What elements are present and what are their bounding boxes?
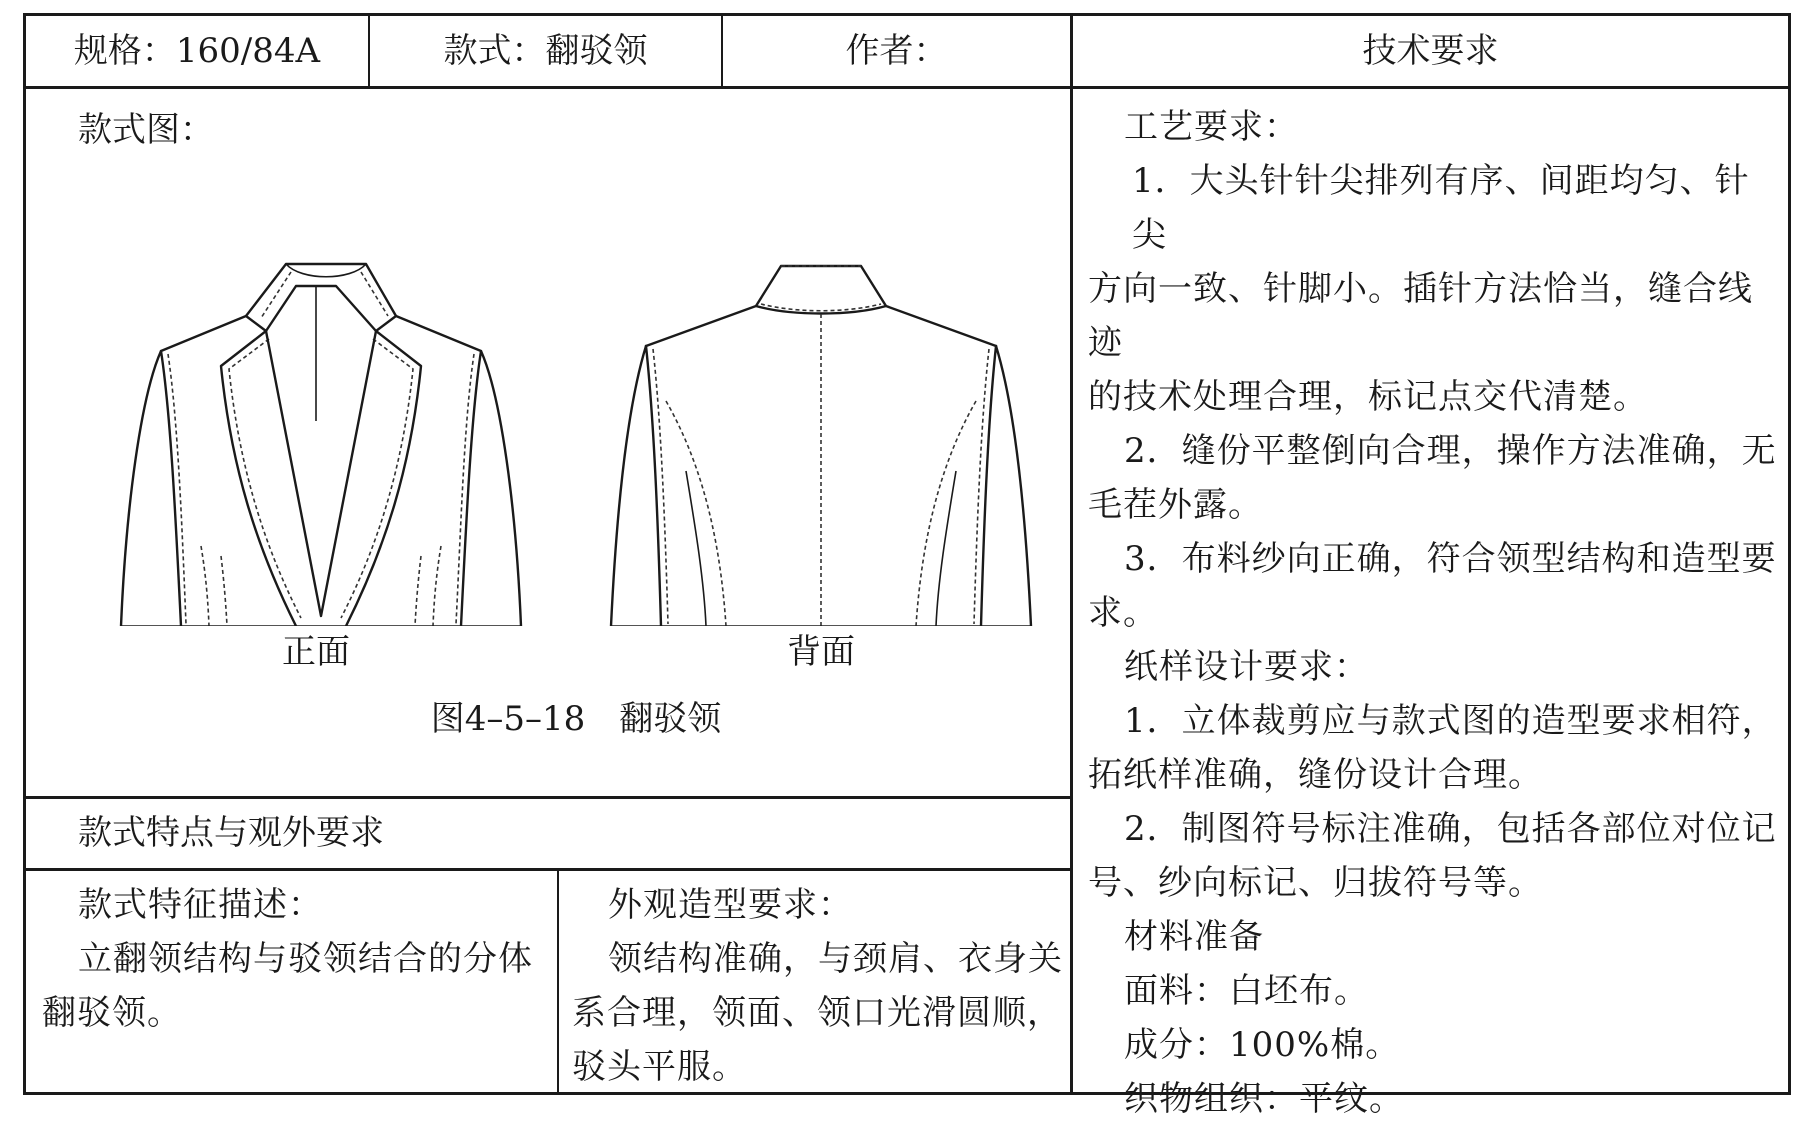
desc-line: 翻驳领。 xyxy=(42,993,182,1033)
features-divider xyxy=(26,868,1073,871)
craft-item: 的技术处理合理，标记点交代清楚。 xyxy=(1088,377,1648,417)
jacket-back-sketch xyxy=(596,251,1046,626)
features-col-divider xyxy=(557,868,559,1092)
author-label: 作者： xyxy=(845,31,948,71)
appearance-line: 系合理，领面、领口光滑圆顺， xyxy=(572,993,1062,1033)
features-section-title: 款式特点与观外要求 xyxy=(78,813,384,853)
weave-line: 织物组织：平纹。 xyxy=(1124,1079,1404,1119)
craft-item: 方向一致、针脚小。插针方法恰当，缝合线迹 xyxy=(1088,269,1753,363)
figure-divider xyxy=(26,796,1073,799)
desc-line: 立翻领结构与驳领结合的分体 xyxy=(78,939,533,979)
tech-requirements xyxy=(1088,100,1783,1126)
craft-title: 工艺要求： xyxy=(1124,107,1299,147)
pattern-item: 1．立体裁剪应与款式图的造型要求相符， xyxy=(1124,701,1777,741)
appearance-line: 驳头平服。 xyxy=(572,1047,747,1087)
spec-label: 规格：160/84A xyxy=(73,31,321,71)
tech-title: 技术要求 xyxy=(1362,31,1499,71)
front-caption: 正面 xyxy=(282,632,350,672)
composition-line: 成分：100%棉。 xyxy=(1124,1025,1401,1065)
craft-item: 毛茬外露。 xyxy=(1088,485,1263,525)
appearance-line: 领结构准确，与颈肩、衣身关 xyxy=(608,939,1063,979)
jacket-front-sketch xyxy=(96,246,546,626)
pattern-title: 纸样设计要求： xyxy=(1124,647,1369,687)
spec-sheet xyxy=(23,13,1791,1119)
appearance-requirements xyxy=(572,878,1072,1094)
fabric-line: 面料：白坯布。 xyxy=(1124,971,1369,1011)
desc-title: 款式特征描述： xyxy=(78,885,323,925)
craft-item: 求。 xyxy=(1088,593,1158,633)
figure-label: 款式图： xyxy=(78,110,214,150)
craft-item: 2．缝份平整倒向合理，操作方法准确，无 xyxy=(1124,431,1777,471)
craft-item: 1．大头针针尖排列有序、间距均匀、针尖 xyxy=(1132,161,1750,255)
style-label: 款式：翻驳领 xyxy=(443,31,648,71)
pattern-item: 号、纱向标记、归拔符号等。 xyxy=(1088,863,1543,903)
figure-caption: 图4–5–18 翻驳领 xyxy=(430,699,722,739)
craft-item: 3．布料纱向正确，符合领型结构和造型要 xyxy=(1124,539,1777,579)
material-title: 材料准备 xyxy=(1124,917,1264,957)
pattern-item: 拓纸样准确，缝份设计合理。 xyxy=(1088,755,1543,795)
back-caption: 背面 xyxy=(787,632,855,672)
pattern-item: 2．制图符号标注准确，包括各部位对位记 xyxy=(1124,809,1777,849)
features-description xyxy=(42,878,547,1040)
header-divider xyxy=(26,86,1788,89)
appearance-title: 外观造型要求： xyxy=(608,885,853,925)
